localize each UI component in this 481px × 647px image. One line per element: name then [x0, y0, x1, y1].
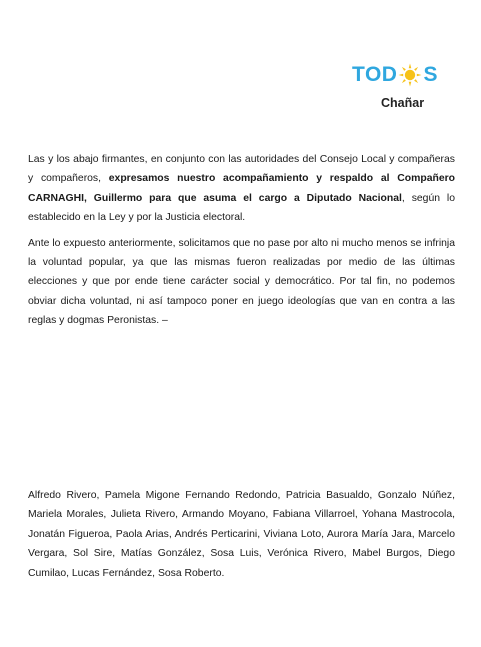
signatories-list: Alfredo Rivero, Pamela Migone Fernando Redondo, Patricia Basualdo, Gonzalo Núñez, Mariela Morales, Julieta Rivero, Armando Moyano, Fabiana Villarroel, Yohana Mastrocola, Jonatán Figueroa, Paola Arias, Andrés Perticarini, Viviana Loto, Aurora María Jara, Marcelo Vergara, Sol Sire, Matías González, Sosa Luis, Verónica Rivero, Mabel Burgos, Diego Cumilao, Lucas Fernández, Sosa Roberto.: [28, 490, 455, 579]
paragraph-1: [28, 150, 455, 228]
todos-logo: [352, 62, 456, 88]
paragraph-1-statement: expresamos nuestro acompañamiento y respaldo al Compañero CARNAGHI, Guillermo para que asuma el cargo a Diputado Nacional: [28, 173, 455, 204]
paragraph-2: Ante lo expuesto anteriormente, solicitamos que no pase por alto ni mucho menos se infrinja la voluntad popular, ya que las mismas fueron realizadas por medio de las últimas elecciones y que por ende tiene carácter social y democrático. Por tal fin, no podemos obviar dicha voluntad, ni así tampoco poner en juego ideologías que van en contra a las reglas y dogmas Peronistas. –: [28, 237, 455, 327]
sun-icon: [398, 63, 422, 87]
letter-body: [28, 150, 455, 337]
logo-text-right: S: [423, 63, 438, 86]
locality-heading: Chañar: [381, 96, 425, 110]
logo-text-left: TOD: [352, 63, 398, 86]
paragraph-1-intro: Las y los abajo firmantes, en conjunto con las autoridades del Consejo Local y compañeras y compañeros,: [28, 154, 455, 185]
paragraph-1-closing: , según lo establecido en la Ley y por la Justicia electoral.: [28, 192, 455, 224]
